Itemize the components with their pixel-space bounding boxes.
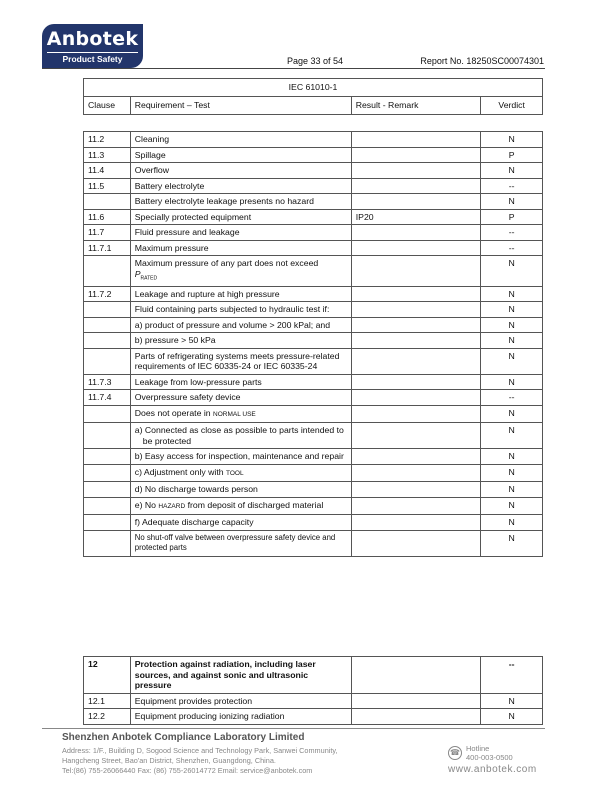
row-remark [351, 482, 481, 498]
table-row [84, 225, 543, 241]
row-clause [84, 302, 131, 318]
requirements-table-1 [83, 131, 543, 557]
row-verdict: N [481, 482, 543, 498]
defined-term: HAZARD [158, 502, 186, 510]
hotline-label: Hotline [466, 744, 490, 753]
requirement-text: Overpressure safety device [134, 392, 241, 403]
requirement-text: Maximum pressure of any part does not exceed [134, 258, 319, 268]
row-clause [84, 194, 131, 210]
logo-tagline: Product Safety [47, 52, 138, 65]
row-remark [351, 374, 481, 390]
table-row [84, 449, 543, 465]
row-requirement [130, 348, 351, 374]
requirement-text-cont: from deposit of discharged material [187, 499, 324, 510]
row-remark [351, 657, 481, 694]
row-requirement [130, 657, 351, 694]
row-verdict: N [481, 374, 543, 390]
footer-address [62, 746, 338, 776]
row-verdict: N [481, 302, 543, 318]
row-verdict: N [481, 333, 543, 349]
row-verdict: N [481, 132, 543, 148]
row-verdict: N [481, 497, 543, 515]
row-clause [84, 333, 131, 349]
row-verdict: N [481, 515, 543, 531]
row-requirement [130, 449, 351, 465]
row-remark [351, 163, 481, 179]
table-row [84, 405, 543, 423]
row-clause: 11.3 [84, 147, 131, 163]
requirement-text: Leakage from low-pressure parts [134, 376, 262, 387]
table-row [84, 374, 543, 390]
row-clause [84, 515, 131, 531]
col-clause: Clause [84, 97, 131, 115]
header-divider [42, 68, 545, 69]
table-row [84, 178, 543, 194]
row-requirement [130, 302, 351, 318]
hotline-block [466, 744, 513, 762]
row-verdict: N [481, 163, 543, 179]
row-remark [351, 515, 481, 531]
requirement-text: Specially protected equipment [134, 211, 252, 222]
table-row [84, 333, 543, 349]
contact-line: Tel:(86) 755-26066440 Fax: (86) 755-26014772 Email: service@anbotek.com [62, 766, 313, 775]
row-remark [351, 147, 481, 163]
row-verdict: N [481, 709, 543, 725]
row-requirement [130, 693, 351, 709]
row-clause: 11.7.1 [84, 240, 131, 256]
row-remark [351, 709, 481, 725]
row-remark [351, 693, 481, 709]
table-row [84, 240, 543, 256]
row-verdict: N [481, 348, 543, 374]
address-line-1: Address: 1/F., Building D, Sogood Science and Technology Park, Sanwei Community, [62, 746, 338, 755]
row-remark [351, 530, 481, 556]
requirement-text: Protection against radiation, including laser sources, and against sonic and ultrasonic pressure [134, 659, 316, 690]
row-requirement [130, 225, 351, 241]
requirement-text: Fluid containing parts subjected to hydraulic test if: [134, 304, 330, 315]
row-requirement [130, 147, 351, 163]
requirement-text: f) Adequate discharge capacity [134, 517, 254, 528]
report-number: Report No. 18250SC00074301 [420, 56, 544, 66]
row-verdict: -- [481, 178, 543, 194]
row-requirement [130, 256, 351, 287]
row-remark [351, 348, 481, 374]
row-verdict: N [481, 449, 543, 465]
row-remark [351, 464, 481, 482]
requirement-text: Equipment provides protection [134, 695, 253, 706]
row-clause [84, 530, 131, 556]
row-remark [351, 302, 481, 318]
row-remark [351, 194, 481, 210]
row-verdict: N [481, 423, 543, 449]
row-requirement [130, 405, 351, 423]
row-clause [84, 449, 131, 465]
row-clause [84, 405, 131, 423]
row-clause: 11.7 [84, 225, 131, 241]
row-remark: IP20 [351, 209, 481, 225]
table-row [84, 390, 543, 406]
row-clause: 11.4 [84, 163, 131, 179]
defined-term: NORMAL USE [213, 410, 256, 418]
requirement-text: Spillage [134, 149, 166, 160]
address-line-2: Hangcheng Street, Bao'an District, Shenzhen, Guangdong, China. [62, 756, 276, 765]
row-remark [351, 333, 481, 349]
table-row [84, 657, 543, 694]
requirement-text: Cleaning [134, 134, 170, 144]
row-requirement [130, 464, 351, 482]
row-remark [351, 256, 481, 287]
hotline-number: 400-003-0500 [466, 753, 513, 762]
row-requirement [130, 163, 351, 179]
row-clause: 11.2 [84, 132, 131, 148]
table-row [84, 482, 543, 498]
row-verdict: N [481, 405, 543, 423]
requirement-text: a) product of pressure and volume > 200 kPal; and [134, 319, 331, 330]
requirement-text: Parts of refrigerating systems meets pressure-related requirements of IEC 60335-24 or IEC 60335-24 [134, 350, 340, 372]
requirement-text: Equipment producing ionizing radiation [134, 711, 285, 721]
row-requirement [130, 194, 351, 210]
table-row [84, 530, 543, 556]
symbol-subscript: RATED [140, 275, 158, 282]
row-requirement [130, 709, 351, 725]
website-link[interactable]: www.anbotek.com [448, 764, 537, 775]
table-row [84, 132, 543, 148]
row-remark [351, 286, 481, 302]
logo-name: Anbotek [46, 28, 139, 50]
row-clause: 12.1 [84, 693, 131, 709]
row-verdict: N [481, 194, 543, 210]
row-remark [351, 317, 481, 333]
row-requirement [130, 423, 351, 449]
table-row [84, 348, 543, 374]
page-number: Page 33 of 54 [287, 56, 344, 66]
requirement-text: Leakage and rupture at high pressure [134, 288, 280, 299]
row-verdict: -- [481, 240, 543, 256]
row-clause: 12 [84, 657, 131, 694]
row-verdict: N [481, 256, 543, 287]
row-clause: 11.7.4 [84, 390, 131, 406]
table-row [84, 194, 543, 210]
table-header [83, 78, 543, 115]
row-verdict: N [481, 464, 543, 482]
row-requirement [130, 530, 351, 556]
row-clause: 12.2 [84, 709, 131, 725]
row-remark [351, 240, 481, 256]
defined-term: TOOL [226, 469, 244, 477]
phone-icon: ☎ [448, 746, 462, 760]
row-requirement [130, 333, 351, 349]
row-remark [351, 405, 481, 423]
row-verdict: -- [481, 390, 543, 406]
requirement-text: Fluid pressure and leakage [134, 227, 240, 237]
col-verdict: Verdict [481, 97, 543, 115]
row-requirement [130, 374, 351, 390]
row-clause: 11.7.3 [84, 374, 131, 390]
col-remark: Result - Remark [351, 97, 481, 115]
row-requirement [130, 317, 351, 333]
requirement-text: e) No [134, 499, 156, 510]
row-clause [84, 464, 131, 482]
row-clause [84, 256, 131, 287]
row-remark [351, 178, 481, 194]
table-row [84, 209, 543, 225]
row-clause: 11.5 [84, 178, 131, 194]
row-requirement [130, 178, 351, 194]
footer-divider [42, 728, 545, 729]
table-row [84, 256, 543, 287]
row-requirement [130, 209, 351, 225]
table-row [84, 709, 543, 725]
symbol-p: P [134, 268, 141, 279]
table-row [84, 515, 543, 531]
requirement-text: d) No discharge towards person [134, 484, 258, 495]
table-row [84, 163, 543, 179]
row-clause [84, 317, 131, 333]
table-row [84, 317, 543, 333]
requirement-text: Battery electrolyte leakage presents no hazard [134, 196, 314, 206]
requirement-text: Battery electrolyte [134, 180, 205, 191]
table-row [84, 464, 543, 482]
requirement-text: Does not operate in [134, 407, 211, 418]
row-clause: 11.6 [84, 209, 131, 225]
row-requirement [130, 286, 351, 302]
table-row [84, 147, 543, 163]
row-requirement [130, 515, 351, 531]
row-requirement [130, 482, 351, 498]
table-row [84, 423, 543, 449]
table-row [84, 286, 543, 302]
table-row [84, 693, 543, 709]
row-requirement [130, 240, 351, 256]
requirement-text: Maximum pressure [134, 242, 209, 253]
requirement-text: a) Connected as close as possible to parts intended to be protected [134, 425, 344, 446]
row-remark [351, 497, 481, 515]
requirement-text: b) Easy access for inspection, maintenance and repair [134, 451, 344, 462]
requirement-text: No shut-off valve between overpressure safety device and protected parts [134, 532, 336, 553]
row-verdict: -- [481, 657, 543, 694]
standard-title: IEC 61010-1 [84, 79, 543, 97]
row-clause [84, 423, 131, 449]
row-clause [84, 482, 131, 498]
row-verdict: P [481, 209, 543, 225]
row-clause [84, 497, 131, 515]
table-row [84, 302, 543, 318]
requirements-table-2 [83, 656, 543, 725]
row-verdict: N [481, 530, 543, 556]
row-verdict: -- [481, 225, 543, 241]
row-requirement [130, 497, 351, 515]
requirement-text: c) Adjustment only with [134, 466, 224, 477]
row-remark [351, 225, 481, 241]
company-logo [42, 24, 143, 68]
row-remark [351, 390, 481, 406]
row-verdict: N [481, 693, 543, 709]
row-remark [351, 423, 481, 449]
row-verdict: N [481, 317, 543, 333]
table-row [84, 497, 543, 515]
col-requirement: Requirement – Test [130, 97, 351, 115]
row-remark [351, 449, 481, 465]
requirement-text: b) pressure > 50 kPa [134, 335, 216, 346]
row-clause: 11.7.2 [84, 286, 131, 302]
footer-company: Shenzhen Anbotek Compliance Laboratory Limited [62, 732, 305, 743]
row-clause [84, 348, 131, 374]
row-verdict: N [481, 286, 543, 302]
row-remark [351, 132, 481, 148]
row-requirement [130, 390, 351, 406]
row-requirement [130, 132, 351, 148]
requirement-text: Overflow [134, 165, 170, 175]
row-verdict: P [481, 147, 543, 163]
